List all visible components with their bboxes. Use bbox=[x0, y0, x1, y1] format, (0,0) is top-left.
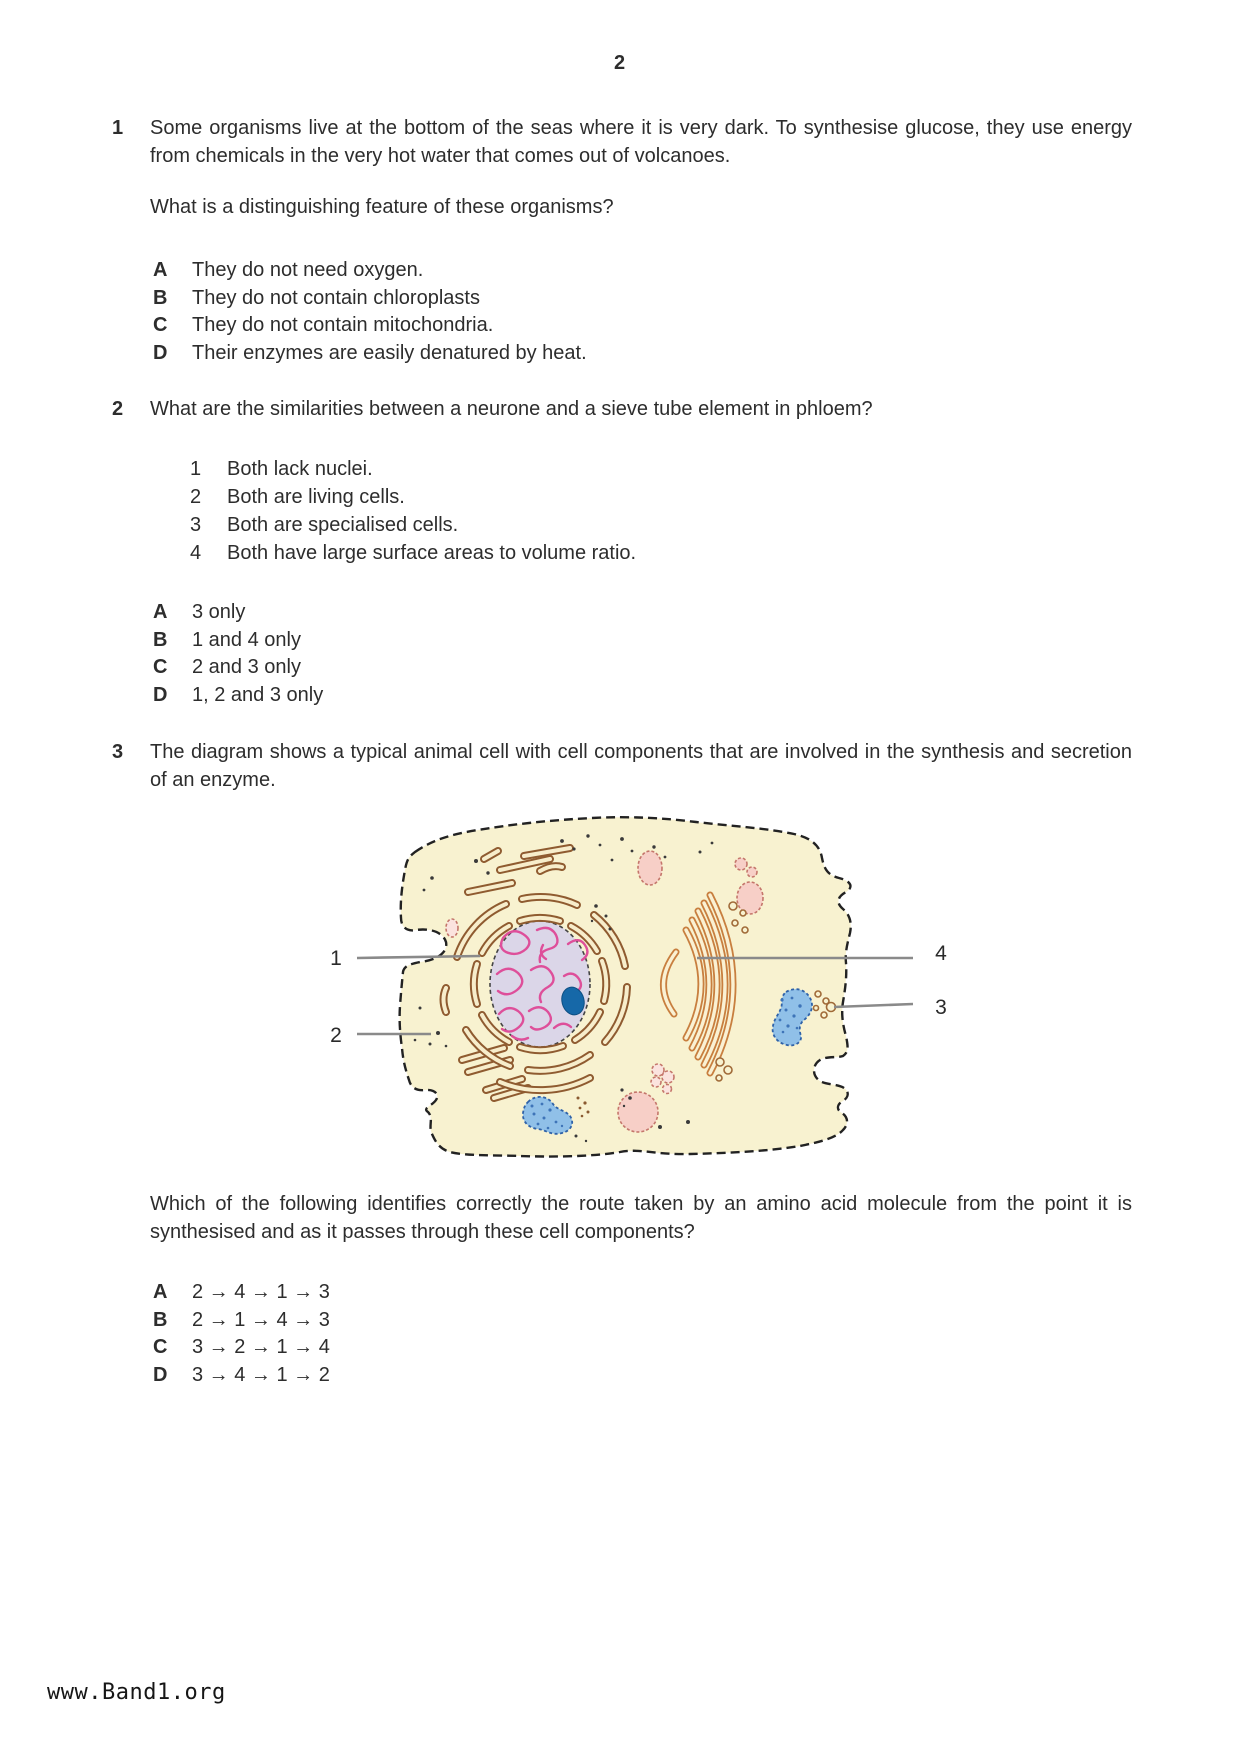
question-2-number: 2 bbox=[112, 398, 124, 420]
option-letter: A bbox=[153, 259, 168, 281]
q2-statement-2 bbox=[190, 484, 405, 511]
option-text: 2 and 3 only bbox=[192, 656, 301, 678]
option-text: They do not need oxygen. bbox=[192, 259, 424, 281]
statement-text: Both lack nuclei. bbox=[227, 458, 373, 480]
diagram-label-3: 3 bbox=[935, 996, 947, 1019]
q1-option-c bbox=[153, 312, 493, 339]
option-text: 1, 2 and 3 only bbox=[192, 684, 324, 706]
option-letter: B bbox=[153, 1309, 168, 1331]
option-letter: A bbox=[153, 601, 168, 623]
option-text: 1 and 4 only bbox=[192, 629, 301, 651]
option-text: 3 → 2 → 1 → 4 bbox=[192, 1336, 330, 1358]
option-text: They do not contain mitochondria. bbox=[192, 314, 494, 336]
q2-option-a bbox=[153, 599, 245, 626]
q1-option-d bbox=[153, 340, 587, 367]
footer-url: www.Band1.org bbox=[47, 1680, 226, 1705]
question-1-prompt: What is a distinguishing feature of these organisms? bbox=[150, 196, 614, 218]
label-line-3 bbox=[834, 1004, 913, 1007]
q2-statement-1 bbox=[190, 456, 373, 483]
statement-number: 4 bbox=[190, 542, 202, 564]
question-3-stem: The diagram shows a typical animal cell with cell components that are involved in the synthesis and secretion of an enzyme. bbox=[150, 741, 1132, 791]
statement-text: Both are living cells. bbox=[227, 486, 405, 508]
statement-number: 3 bbox=[190, 514, 202, 536]
q1-option-a bbox=[153, 257, 423, 284]
option-text: 3 only bbox=[192, 601, 246, 623]
option-letter: C bbox=[153, 1336, 168, 1358]
page-number: 2 bbox=[613, 52, 626, 74]
question-3-prompt: Which of the following identifies correctly the route taken by an amino acid molecule from the point it is synthesised and as it passes through these cell components? bbox=[150, 1193, 1132, 1243]
q3-option-c bbox=[153, 1334, 330, 1361]
q1-option-b bbox=[153, 285, 480, 312]
diagram-label-1: 1 bbox=[330, 947, 342, 970]
q3-option-d bbox=[153, 1362, 330, 1389]
animal-cell-diagram bbox=[300, 795, 970, 1185]
q2-option-c bbox=[153, 654, 301, 681]
statement-text: Both are specialised cells. bbox=[227, 514, 459, 536]
q2-option-d bbox=[153, 682, 323, 709]
option-letter: D bbox=[153, 684, 168, 706]
option-text: They do not contain chloroplasts bbox=[192, 287, 480, 309]
question-1-number: 1 bbox=[112, 117, 124, 139]
option-letter: B bbox=[153, 629, 168, 651]
q3-option-b bbox=[153, 1307, 330, 1334]
diagram-label-2: 2 bbox=[330, 1024, 342, 1047]
question-3-number: 3 bbox=[112, 741, 124, 763]
option-letter: A bbox=[153, 1281, 168, 1303]
q3-option-a bbox=[153, 1279, 330, 1306]
option-text: 2 → 4 → 1 → 3 bbox=[192, 1281, 330, 1303]
option-letter: C bbox=[153, 656, 168, 678]
option-letter: B bbox=[153, 287, 168, 309]
option-letter: D bbox=[153, 1364, 168, 1386]
q2-statement-4 bbox=[190, 540, 636, 567]
diagram-label-4: 4 bbox=[935, 942, 947, 965]
q2-statement-3 bbox=[190, 512, 458, 539]
q2-option-b bbox=[153, 627, 301, 654]
statement-number: 2 bbox=[190, 486, 202, 508]
question-2-stem: What are the similarities between a neurone and a sieve tube element in phloem? bbox=[150, 398, 873, 420]
option-text: 3 → 4 → 1 → 2 bbox=[192, 1364, 330, 1386]
option-text: Their enzymes are easily denatured by heat. bbox=[192, 342, 587, 364]
statement-number: 1 bbox=[190, 458, 202, 480]
statement-text: Both have large surface areas to volume ratio. bbox=[227, 542, 637, 564]
option-text: 2 → 1 → 4 → 3 bbox=[192, 1309, 330, 1331]
cell-diagram-svg bbox=[300, 795, 970, 1185]
question-1-stem: Some organisms live at the bottom of the seas where it is very dark. To synthesise glucose, they use energy from chemicals in the very hot water that comes out of volcanoes. bbox=[150, 117, 1132, 167]
option-letter: C bbox=[153, 314, 168, 336]
option-letter: D bbox=[153, 342, 168, 364]
